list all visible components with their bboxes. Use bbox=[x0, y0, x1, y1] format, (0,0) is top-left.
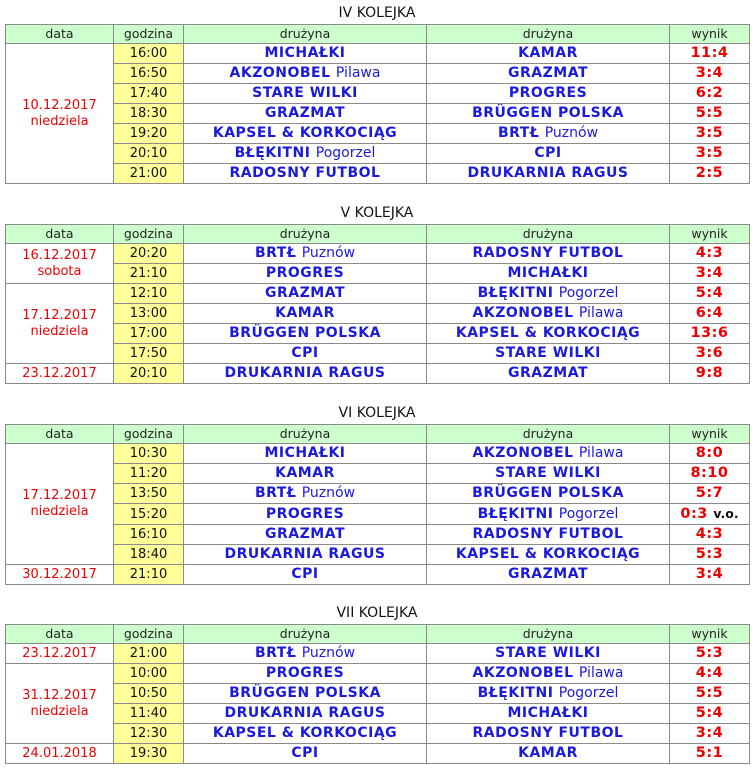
away-team-town: Pilawa bbox=[578, 665, 624, 681]
away-team bbox=[427, 284, 670, 304]
away-team-name: BRÜGGEN POLSKA bbox=[472, 485, 624, 501]
away-team-name: AKZONOBEL bbox=[472, 665, 574, 681]
away-team bbox=[427, 144, 670, 164]
away-team-name: BŁĘKITNI bbox=[477, 505, 554, 522]
away-team bbox=[427, 84, 670, 104]
match-row bbox=[6, 684, 750, 704]
away-team-name: CPI bbox=[534, 145, 562, 161]
home-team-town: Puznów bbox=[301, 645, 356, 661]
match-time: 21:00 bbox=[114, 164, 184, 184]
match-time: 16:00 bbox=[114, 44, 184, 64]
home-team-name: KAMAR bbox=[275, 305, 335, 321]
header-date: data bbox=[6, 25, 114, 44]
match-date: 23.12.2017 bbox=[22, 365, 97, 381]
match-row bbox=[6, 84, 750, 104]
header-row bbox=[6, 625, 750, 644]
result-note: v.o. bbox=[713, 506, 739, 521]
match-row bbox=[6, 284, 750, 304]
match-day: niedziela bbox=[30, 113, 89, 129]
away-team-name: RADOSNY FUTBOL bbox=[472, 245, 624, 261]
schedule-table bbox=[5, 424, 750, 585]
away-team-name: STARE WILKI bbox=[495, 465, 601, 481]
match-time: 13:00 bbox=[114, 304, 184, 324]
away-team-name: BŁĘKITNI bbox=[477, 285, 554, 301]
match-time: 19:20 bbox=[114, 124, 184, 144]
home-team bbox=[184, 264, 427, 284]
home-team-name: CPI bbox=[291, 745, 319, 761]
match-time: 11:20 bbox=[114, 464, 184, 484]
match-date: 23.12.2017 bbox=[22, 645, 97, 661]
home-team-name: DRUKARNIA RAGUS bbox=[224, 546, 386, 562]
away-team-name: AKZONOBEL bbox=[472, 305, 574, 321]
home-team-name: KAMAR bbox=[275, 465, 335, 481]
match-row bbox=[6, 324, 750, 344]
match-day: niedziela bbox=[30, 504, 89, 519]
away-team bbox=[427, 364, 670, 384]
match-row bbox=[6, 664, 750, 684]
away-team bbox=[427, 565, 670, 585]
header-row bbox=[6, 25, 750, 44]
home-team-name: AKZONOBEL bbox=[229, 65, 331, 81]
home-team bbox=[184, 744, 427, 764]
home-team-town: Puznów bbox=[301, 245, 356, 261]
match-time: 20:20 bbox=[114, 244, 184, 264]
away-team-name: RADOSNY FUTBOL bbox=[472, 725, 624, 741]
date-cell bbox=[6, 744, 114, 764]
header-date: data bbox=[6, 625, 114, 644]
home-team-name: BRÜGGEN POLSKA bbox=[229, 325, 381, 341]
away-team-name: DRUKARNIA RAGUS bbox=[467, 165, 629, 181]
match-row bbox=[6, 484, 750, 504]
date-cell bbox=[6, 364, 114, 384]
match-time: 16:50 bbox=[114, 64, 184, 84]
home-team-name: BRTŁ bbox=[254, 245, 297, 261]
home-team bbox=[184, 164, 427, 184]
away-team bbox=[427, 244, 670, 264]
away-team-name: GRAZMAT bbox=[508, 365, 588, 381]
header-team1: drużyna bbox=[184, 625, 427, 644]
header-team1: drużyna bbox=[184, 225, 427, 244]
match-time: 18:30 bbox=[114, 104, 184, 124]
date-cell bbox=[6, 244, 114, 284]
home-team bbox=[184, 565, 427, 585]
match-time: 13:50 bbox=[114, 484, 184, 504]
home-team bbox=[184, 144, 427, 164]
home-team-name: DRUKARNIA RAGUS bbox=[224, 365, 386, 381]
away-team-name: RADOSNY FUTBOL bbox=[472, 526, 624, 542]
match-result: 3:4 bbox=[670, 64, 750, 84]
header-result: wynik bbox=[670, 225, 750, 244]
away-team bbox=[427, 484, 670, 504]
home-team-name: PROGRES bbox=[265, 665, 345, 681]
header-date: data bbox=[6, 425, 114, 444]
away-team bbox=[427, 124, 670, 144]
date-cell bbox=[6, 284, 114, 364]
match-result: 3:4 bbox=[670, 264, 750, 284]
home-team-name: KAPSEL & KORKOCIĄG bbox=[212, 125, 398, 141]
match-row bbox=[6, 744, 750, 764]
schedule-table bbox=[5, 24, 750, 184]
away-team-name: KAMAR bbox=[518, 745, 578, 761]
match-time: 21:10 bbox=[114, 264, 184, 284]
match-row bbox=[6, 504, 750, 525]
match-result: 8:10 bbox=[670, 464, 750, 484]
match-result: 3:4 bbox=[670, 724, 750, 744]
match-time: 17:00 bbox=[114, 324, 184, 344]
match-row bbox=[6, 124, 750, 144]
home-team-name: KAPSEL & KORKOCIĄG bbox=[212, 725, 398, 741]
match-result: 5:5 bbox=[670, 104, 750, 124]
home-team bbox=[184, 44, 427, 64]
away-team bbox=[427, 264, 670, 284]
home-team bbox=[184, 545, 427, 565]
home-team bbox=[184, 704, 427, 724]
date-cell bbox=[6, 644, 114, 664]
home-team-name: CPI bbox=[291, 566, 319, 582]
match-result: 5:7 bbox=[670, 484, 750, 504]
header-date: data bbox=[6, 225, 114, 244]
home-team bbox=[184, 304, 427, 324]
home-team bbox=[184, 684, 427, 704]
match-date: 10.12.2017 bbox=[22, 97, 97, 113]
home-team-town: Pogorzel bbox=[315, 145, 376, 161]
match-row bbox=[6, 164, 750, 184]
home-team bbox=[184, 364, 427, 384]
header-team2: drużyna bbox=[427, 25, 670, 44]
match-row bbox=[6, 264, 750, 284]
match-time: 10:50 bbox=[114, 684, 184, 704]
away-team-name: KAPSEL & KORKOCIĄG bbox=[455, 546, 641, 562]
header-result: wynik bbox=[670, 425, 750, 444]
home-team-name: BŁĘKITNI bbox=[234, 145, 311, 161]
away-team bbox=[427, 504, 670, 525]
away-team bbox=[427, 744, 670, 764]
match-result: 5:3 bbox=[670, 545, 750, 565]
home-team-name: GRAZMAT bbox=[265, 285, 345, 301]
match-date: 16.12.2017 bbox=[22, 247, 97, 263]
match-time: 17:40 bbox=[114, 84, 184, 104]
away-team bbox=[427, 164, 670, 184]
away-team-town: Pogorzel bbox=[558, 505, 619, 522]
away-team bbox=[427, 104, 670, 124]
away-team-name: AKZONOBEL bbox=[472, 445, 574, 461]
match-row bbox=[6, 704, 750, 724]
away-team bbox=[427, 724, 670, 744]
round-title: VII KOLEJKA bbox=[336, 605, 418, 621]
home-team bbox=[184, 84, 427, 104]
home-team-name: PROGRES bbox=[265, 505, 345, 522]
home-team bbox=[184, 464, 427, 484]
match-time: 12:10 bbox=[114, 284, 184, 304]
schedule-table bbox=[5, 624, 750, 764]
round-title: V KOLEJKA bbox=[340, 205, 414, 221]
match-result: 3:4 bbox=[670, 565, 750, 585]
match-day: niedziela bbox=[30, 703, 89, 719]
away-team-town: Puznów bbox=[544, 125, 599, 141]
match-time: 18:40 bbox=[114, 545, 184, 565]
home-team-name: RADOSNY FUTBOL bbox=[229, 165, 381, 181]
match-row bbox=[6, 144, 750, 164]
match-result-cell bbox=[670, 504, 750, 525]
match-result: 11:4 bbox=[670, 44, 750, 64]
match-row bbox=[6, 344, 750, 364]
home-team bbox=[184, 344, 427, 364]
match-date: 24.01.2018 bbox=[22, 745, 97, 761]
match-result: 6:4 bbox=[670, 304, 750, 324]
round-title: VI KOLEJKA bbox=[338, 405, 416, 421]
match-result: 2:5 bbox=[670, 164, 750, 184]
home-team bbox=[184, 244, 427, 264]
away-team-name: MICHAŁKI bbox=[507, 705, 589, 721]
header-team1: drużyna bbox=[184, 425, 427, 444]
header-result: wynik bbox=[670, 25, 750, 44]
away-team bbox=[427, 324, 670, 344]
match-result: 5:5 bbox=[670, 684, 750, 704]
match-row bbox=[6, 364, 750, 384]
match-result: 0:3 bbox=[680, 506, 708, 522]
home-team bbox=[184, 484, 427, 504]
away-team bbox=[427, 304, 670, 324]
date-cell bbox=[6, 664, 114, 744]
home-team bbox=[184, 504, 427, 525]
away-team-name: KAPSEL & KORKOCIĄG bbox=[455, 325, 641, 341]
away-team bbox=[427, 344, 670, 364]
away-team bbox=[427, 64, 670, 84]
match-result: 4:3 bbox=[670, 525, 750, 545]
date-cell bbox=[6, 444, 114, 565]
away-team-town: Pogorzel bbox=[558, 285, 619, 301]
match-day: niedziela bbox=[30, 323, 89, 339]
match-row bbox=[6, 104, 750, 124]
away-team-town: Pilawa bbox=[578, 305, 624, 321]
match-result: 4:4 bbox=[670, 664, 750, 684]
home-team bbox=[184, 644, 427, 664]
date-cell bbox=[6, 44, 114, 184]
home-team-name: MICHAŁKI bbox=[264, 445, 346, 461]
match-date: 30.12.2017 bbox=[22, 566, 97, 582]
home-team-name: DRUKARNIA RAGUS bbox=[224, 705, 386, 721]
home-team-town: Pilawa bbox=[335, 65, 381, 81]
match-row bbox=[6, 64, 750, 84]
match-time: 19:30 bbox=[114, 744, 184, 764]
away-team bbox=[427, 444, 670, 464]
home-team-name: BRTŁ bbox=[254, 485, 297, 501]
header-result: wynik bbox=[670, 625, 750, 644]
home-team-name: PROGRES bbox=[265, 265, 345, 281]
header-team2: drużyna bbox=[427, 425, 670, 444]
match-time: 17:50 bbox=[114, 344, 184, 364]
match-result: 13:6 bbox=[670, 324, 750, 344]
home-team-name: BRTŁ bbox=[254, 645, 297, 661]
away-team bbox=[427, 664, 670, 684]
match-result: 3:5 bbox=[670, 144, 750, 164]
match-result: 4:3 bbox=[670, 244, 750, 264]
match-result: 9:8 bbox=[670, 364, 750, 384]
round-vi bbox=[5, 404, 749, 585]
round-v bbox=[5, 204, 749, 384]
away-team-name: STARE WILKI bbox=[495, 645, 601, 661]
match-result: 3:5 bbox=[670, 124, 750, 144]
away-team-name: KAMAR bbox=[518, 45, 578, 61]
away-team bbox=[427, 464, 670, 484]
match-time: 20:10 bbox=[114, 144, 184, 164]
schedule-table bbox=[5, 224, 750, 384]
round-vii bbox=[5, 604, 749, 764]
away-team-town: Pogorzel bbox=[558, 685, 619, 701]
match-time: 20:10 bbox=[114, 364, 184, 384]
match-result: 3:6 bbox=[670, 344, 750, 364]
match-time: 21:10 bbox=[114, 565, 184, 585]
away-team-name: BRÜGGEN POLSKA bbox=[472, 105, 624, 121]
away-team bbox=[427, 644, 670, 664]
match-date: 31.12.2017 bbox=[22, 687, 97, 703]
match-result: 5:4 bbox=[670, 704, 750, 724]
match-result: 8:0 bbox=[670, 444, 750, 464]
match-date: 17.12.2017 bbox=[22, 307, 97, 323]
away-team-town: Pilawa bbox=[578, 445, 624, 461]
match-result: 5:3 bbox=[670, 644, 750, 664]
match-row bbox=[6, 644, 750, 664]
match-time: 21:00 bbox=[114, 644, 184, 664]
home-team-name: GRAZMAT bbox=[265, 105, 345, 121]
match-row bbox=[6, 464, 750, 484]
match-time: 12:30 bbox=[114, 724, 184, 744]
match-time: 15:20 bbox=[114, 504, 184, 525]
header-team2: drużyna bbox=[427, 625, 670, 644]
home-team bbox=[184, 284, 427, 304]
match-time: 10:00 bbox=[114, 664, 184, 684]
home-team-name: BRÜGGEN POLSKA bbox=[229, 685, 381, 701]
away-team bbox=[427, 704, 670, 724]
away-team-name: PROGRES bbox=[508, 85, 588, 101]
match-day: sobota bbox=[37, 263, 82, 279]
match-row bbox=[6, 724, 750, 744]
header-team2: drużyna bbox=[427, 225, 670, 244]
home-team-name: GRAZMAT bbox=[265, 526, 345, 542]
header-time: godzina bbox=[114, 25, 184, 44]
home-team bbox=[184, 104, 427, 124]
match-row bbox=[6, 244, 750, 264]
round-title: IV KOLEJKA bbox=[338, 5, 416, 21]
home-team bbox=[184, 724, 427, 744]
match-time: 11:40 bbox=[114, 704, 184, 724]
home-team bbox=[184, 64, 427, 84]
round-iv bbox=[5, 4, 749, 184]
match-row bbox=[6, 565, 750, 585]
match-row bbox=[6, 525, 750, 545]
header-time: godzina bbox=[114, 625, 184, 644]
home-team-name: CPI bbox=[291, 345, 319, 361]
away-team bbox=[427, 525, 670, 545]
match-date: 17.12.2017 bbox=[22, 488, 97, 503]
match-result: 5:1 bbox=[670, 744, 750, 764]
match-row bbox=[6, 44, 750, 64]
away-team-name: MICHAŁKI bbox=[507, 265, 589, 281]
home-team bbox=[184, 124, 427, 144]
home-team-name: STARE WILKI bbox=[252, 85, 358, 101]
away-team-name: GRAZMAT bbox=[508, 65, 588, 81]
home-team bbox=[184, 324, 427, 344]
match-time: 10:30 bbox=[114, 444, 184, 464]
header-row bbox=[6, 425, 750, 444]
away-team-name: STARE WILKI bbox=[495, 345, 601, 361]
match-result: 6:2 bbox=[670, 84, 750, 104]
match-time: 16:10 bbox=[114, 525, 184, 545]
match-result: 5:4 bbox=[670, 284, 750, 304]
header-team1: drużyna bbox=[184, 25, 427, 44]
home-team-name: MICHAŁKI bbox=[264, 45, 346, 61]
away-team-name: BRTŁ bbox=[497, 125, 540, 141]
date-cell bbox=[6, 565, 114, 585]
home-team bbox=[184, 664, 427, 684]
away-team-name: GRAZMAT bbox=[508, 566, 588, 582]
home-team bbox=[184, 444, 427, 464]
match-row bbox=[6, 304, 750, 324]
match-row bbox=[6, 545, 750, 565]
away-team bbox=[427, 545, 670, 565]
away-team bbox=[427, 44, 670, 64]
away-team-name: BŁĘKITNI bbox=[477, 685, 554, 701]
header-time: godzina bbox=[114, 225, 184, 244]
home-team bbox=[184, 525, 427, 545]
home-team-town: Puznów bbox=[301, 485, 356, 501]
header-row bbox=[6, 225, 750, 244]
away-team bbox=[427, 684, 670, 704]
match-row bbox=[6, 444, 750, 464]
header-time: godzina bbox=[114, 425, 184, 444]
